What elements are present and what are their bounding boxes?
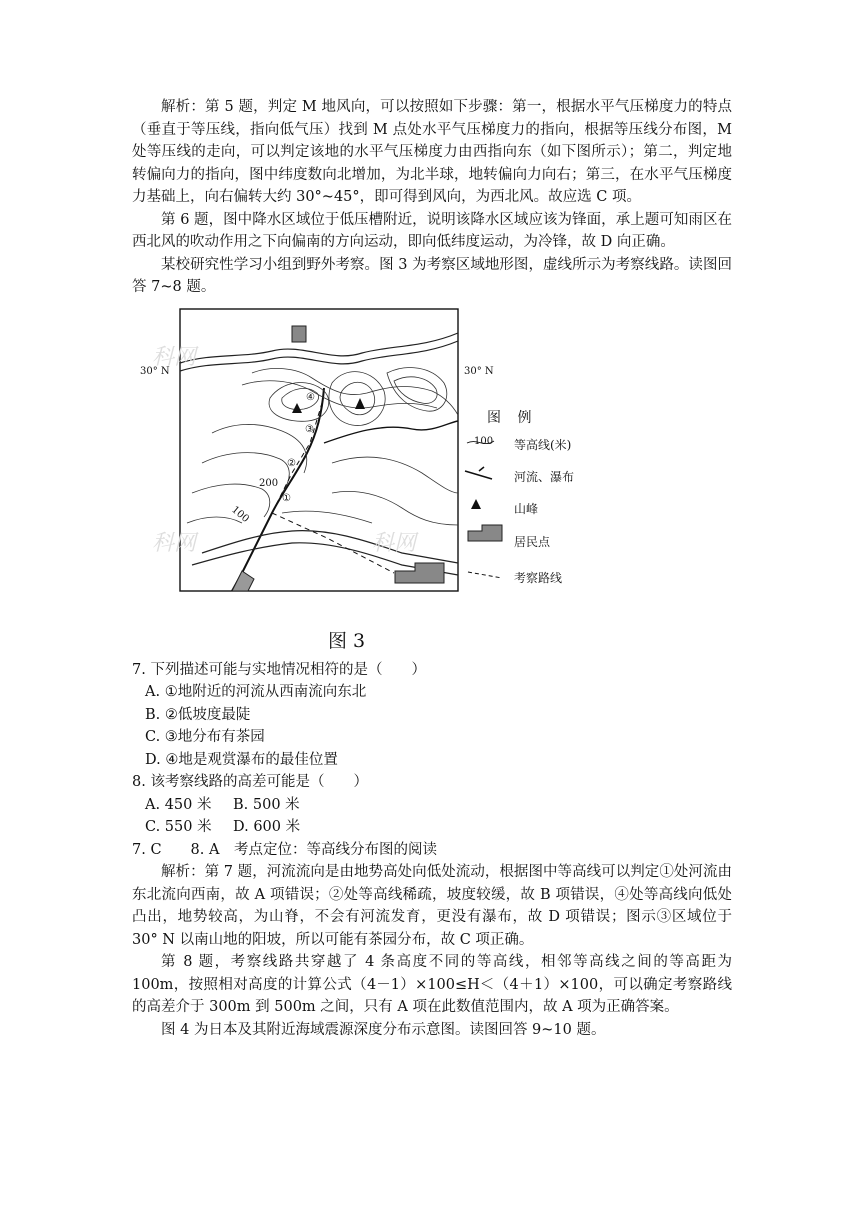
- watermark: 科网: [152, 344, 197, 370]
- q8-option-a: A. 450 米: [145, 796, 212, 813]
- legend-contour-value: 100: [474, 435, 494, 447]
- intro-q9-10: 图 4 为日本及其附近海域震源深度分布示意图。读图回答 9~10 题。: [161, 1021, 606, 1038]
- analysis-q6: 第 6 题，图中降水区域位于低压槽附近，说明该降水区域应该为锋面，承上题可知雨区在西北风的吹动作用之下向偏南的方向运动，即向低纬度运动，为冷锋，故 D 向正确。: [132, 211, 732, 250]
- peak-1: [292, 403, 302, 413]
- topographic-map-figure: [132, 303, 732, 659]
- q8-options-row2: [132, 816, 732, 839]
- answer-line: 7. C 8. A 考点定位：等高线分布图的阅读: [132, 841, 437, 858]
- q8-stem: 8. 该考察线路的高差可能是（ ）: [132, 774, 368, 790]
- document-page: [132, 96, 732, 1041]
- analysis-q7: 解析：第 7 题，河流流向是由地势高处向低处流动，根据图中等高线可以判定①处河流由东北流向西南，故 A 项错误；②处等高线稀疏，坡度较缓，故 B 项错误，④处等高线向低处凸出，地势较高，为山脊，不会有河流发育，更没有瀑布，故 D 项错误；图示③区域位于 30° N 以南山地的阳坡，所以可能有茶园分布，故 C 项正确。: [132, 864, 732, 948]
- marker-2: ②: [287, 457, 296, 469]
- topographic-map: [132, 303, 732, 659]
- legend-route: 考察路线: [514, 570, 563, 585]
- legend-title: 图 例: [487, 409, 538, 426]
- marker-1: ①: [282, 492, 291, 504]
- legend-peak: 山峰: [514, 501, 539, 516]
- intro-q7-8: 某校研究性学习小组到野外考察。图 3 为考察区域地形图，虚线所示为考察线路。读图回答 7~8 题。: [132, 256, 732, 295]
- lat-label-left: 30° N: [140, 365, 170, 377]
- q7-option-b: B. ②低坡度最陡: [145, 706, 251, 723]
- q8-options-row1: [132, 794, 732, 817]
- contour-label-200: 200: [259, 477, 279, 489]
- legend-contour: 等高线(米): [514, 437, 572, 452]
- q7-option-a: A. ①地附近的河流从西南流向东北: [145, 684, 367, 700]
- peak-2: [355, 398, 365, 409]
- q8-option-b: B. 500 米: [233, 796, 300, 813]
- legend-route-symbol: [468, 572, 502, 578]
- legend-settlement: 居民点: [514, 534, 551, 549]
- q7-option-d: D. ④地是观赏瀑布的最佳位置: [145, 751, 338, 768]
- legend-river: 河流、瀑布: [514, 469, 575, 484]
- watermark: 科网: [372, 530, 417, 556]
- legend-settlement-symbol: [468, 525, 502, 541]
- q7-stem: 7. 下列描述可能与实地情况相符的是（ ）: [132, 661, 426, 678]
- analysis-q8: 第 8 题，考察线路共穿越了 4 条高度不同的等高线，相邻等高线之间的等高距为 100m，按照相对高度的计算公式（4－1）×100≤H＜（4＋1）×100，可以确定考察路线的高差介于 300m 到 500m 之间，只有 A 项在此数值范围内，故 A 项为正确答案。: [132, 954, 732, 1015]
- contour-label-100: 100: [229, 503, 251, 525]
- figure-caption: 图 3: [328, 629, 366, 652]
- marker-3: ③: [305, 423, 314, 435]
- river-top: [180, 333, 458, 363]
- lat-label-right: 30° N: [464, 365, 494, 377]
- marker-4: ④: [306, 391, 315, 403]
- analysis-q5: 解析：第 5 题，判定 M 地风向，可以按照如下步骤：第一，根据水平气压梯度力的特点（垂直于等压线，指向低气压）找到 M 点处水平气压梯度力的指向，根据等压线分布图，M 处等压线的走向，可以判定该地的水平气压梯度力由西指向东（如下图所示）；第二，判定地转偏向力的指向，图中纬度数向北增加，为北半球，地转偏向力向右；第三，在水平气压梯度力基础上，向右偏转大约 30°~45°，即可得到风向，为西北风。故应选 C 项。: [132, 99, 732, 205]
- q7-option-c: C. ③地分布有茶园: [145, 729, 265, 745]
- q8-option-c: C. 550 米: [145, 819, 212, 835]
- legend-river-symbol: [465, 471, 492, 479]
- settlement-bottom: [395, 563, 444, 583]
- legend-peak-symbol: [471, 499, 481, 509]
- settlement-top: [292, 326, 306, 342]
- q8-option-d: D. 600 米: [233, 819, 301, 835]
- map-frame: [180, 309, 458, 591]
- watermark: 科网: [152, 530, 197, 556]
- river-branch: [324, 421, 458, 443]
- contour-lines: [187, 367, 458, 524]
